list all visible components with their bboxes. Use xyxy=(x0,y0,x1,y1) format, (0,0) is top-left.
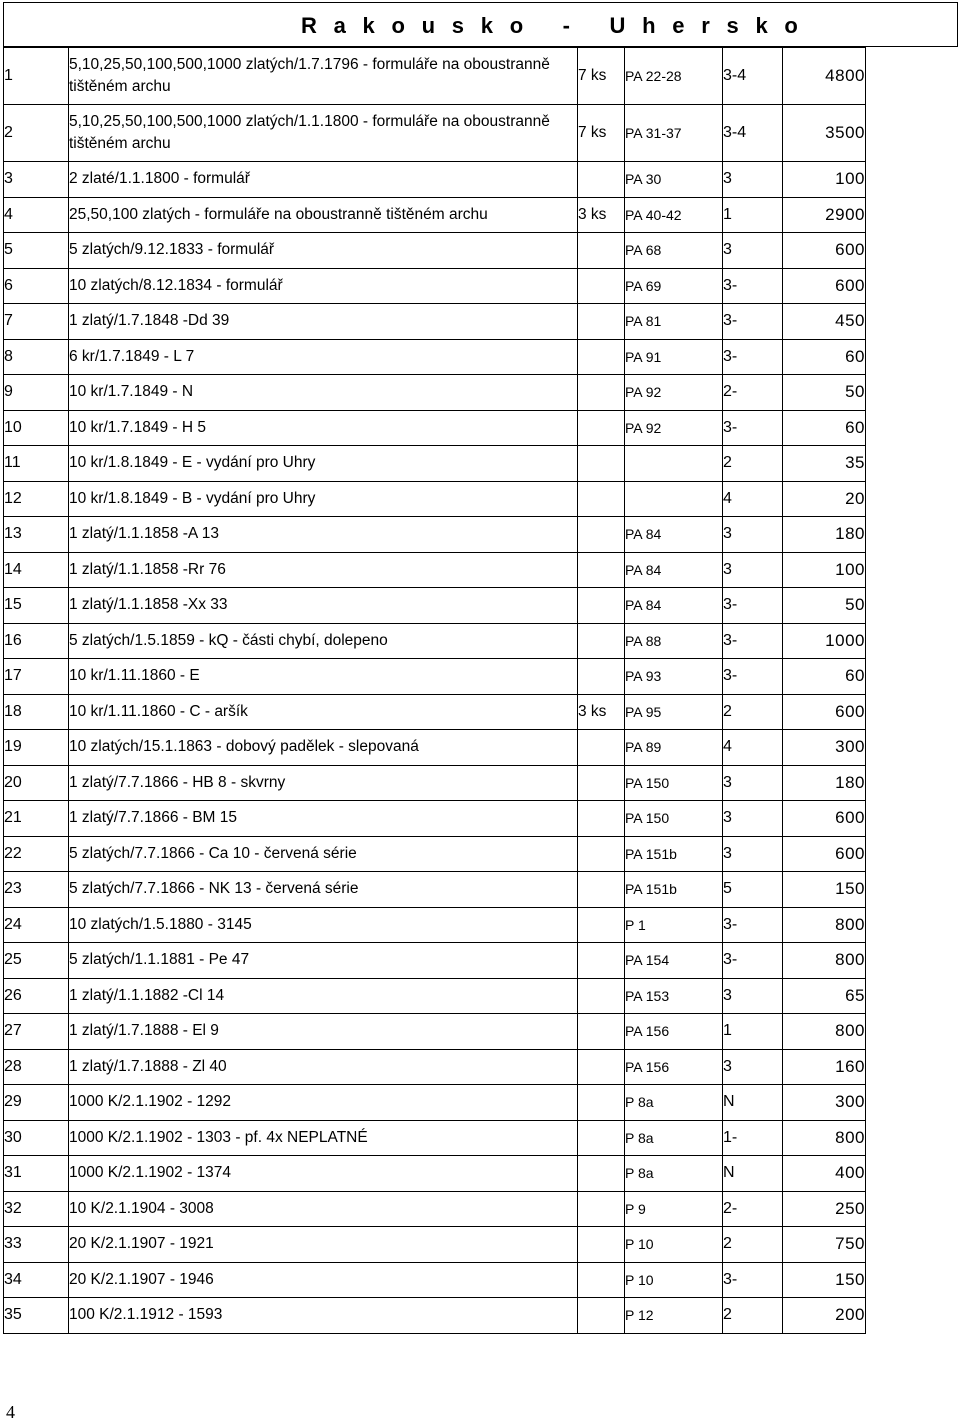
lot-number: 12 xyxy=(4,481,69,517)
lot-price: 250 xyxy=(783,1191,866,1227)
lot-description: 10 zlatých/15.1.1863 - dobový padělek - slepovaná xyxy=(69,730,578,766)
lot-quantity xyxy=(578,978,625,1014)
lot-number: 31 xyxy=(4,1156,69,1192)
lot-catalog-ref: PA 153 xyxy=(625,978,723,1014)
lot-price: 600 xyxy=(783,836,866,872)
lot-grade: 3- xyxy=(723,659,783,695)
lot-catalog-ref: P 8a xyxy=(625,1156,723,1192)
lot-description: 1000 K/2.1.1902 - 1374 xyxy=(69,1156,578,1192)
lot-grade: 3 xyxy=(723,836,783,872)
lot-description: 10 zlatých/1.5.1880 - 3145 xyxy=(69,907,578,943)
table-row xyxy=(4,588,866,624)
table-row xyxy=(4,268,866,304)
lot-price: 800 xyxy=(783,943,866,979)
table-row xyxy=(4,339,866,375)
lot-number: 7 xyxy=(4,304,69,340)
table-row xyxy=(4,410,866,446)
lot-grade: 4 xyxy=(723,481,783,517)
table-row xyxy=(4,1262,866,1298)
lot-catalog-ref: P 8a xyxy=(625,1085,723,1121)
lot-description: 1000 K/2.1.1902 - 1292 xyxy=(69,1085,578,1121)
lot-description: 1 zlatý/7.7.1866 - BM 15 xyxy=(69,801,578,837)
lot-price: 400 xyxy=(783,1156,866,1192)
lot-price: 60 xyxy=(783,659,866,695)
lot-catalog-ref: P 10 xyxy=(625,1227,723,1263)
table-row xyxy=(4,1014,866,1050)
lot-quantity xyxy=(578,446,625,482)
lot-quantity xyxy=(578,836,625,872)
table-row xyxy=(4,48,866,105)
lot-catalog-ref: PA 92 xyxy=(625,410,723,446)
lot-number: 15 xyxy=(4,588,69,624)
lot-quantity xyxy=(578,339,625,375)
lot-catalog-ref: PA 89 xyxy=(625,730,723,766)
lot-catalog-ref: PA 31-37 xyxy=(625,105,723,162)
lot-catalog-ref: PA 150 xyxy=(625,765,723,801)
lot-quantity xyxy=(578,1262,625,1298)
lot-quantity xyxy=(578,872,625,908)
lot-quantity xyxy=(578,304,625,340)
lot-price: 600 xyxy=(783,233,866,269)
lot-description: 5 zlatých/7.7.1866 - Ca 10 - červená série xyxy=(69,836,578,872)
lot-price: 60 xyxy=(783,410,866,446)
lot-price: 65 xyxy=(783,978,866,1014)
lot-number: 3 xyxy=(4,162,69,198)
lot-number: 24 xyxy=(4,907,69,943)
lot-quantity: 3 ks xyxy=(578,694,625,730)
lot-description: 5 zlatých/1.1.1881 - Pe 47 xyxy=(69,943,578,979)
lot-grade: 3 xyxy=(723,765,783,801)
lot-catalog-ref: PA 81 xyxy=(625,304,723,340)
table-row xyxy=(4,517,866,553)
lot-number: 10 xyxy=(4,410,69,446)
lot-number: 8 xyxy=(4,339,69,375)
table-row xyxy=(4,1049,866,1085)
lot-catalog-ref: PA 150 xyxy=(625,801,723,837)
lot-price: 20 xyxy=(783,481,866,517)
lot-grade: N xyxy=(723,1156,783,1192)
lot-number: 1 xyxy=(4,48,69,105)
table-row xyxy=(4,481,866,517)
lot-number: 30 xyxy=(4,1120,69,1156)
lot-grade: 2 xyxy=(723,694,783,730)
lot-number: 6 xyxy=(4,268,69,304)
lot-price: 300 xyxy=(783,1085,866,1121)
lot-number: 32 xyxy=(4,1191,69,1227)
lot-description: 5 zlatých/1.5.1859 - kQ - části chybí, dolepeno xyxy=(69,623,578,659)
lot-grade: 1- xyxy=(723,1120,783,1156)
lot-grade: 3- xyxy=(723,907,783,943)
lot-quantity xyxy=(578,481,625,517)
lot-number: 9 xyxy=(4,375,69,411)
table-row xyxy=(4,765,866,801)
lot-number: 4 xyxy=(4,197,69,233)
lot-description: 6 kr/1.7.1849 - L 7 xyxy=(69,339,578,375)
lot-grade: 3 xyxy=(723,978,783,1014)
lot-number: 5 xyxy=(4,233,69,269)
lot-quantity xyxy=(578,943,625,979)
lot-catalog-ref: P 10 xyxy=(625,1262,723,1298)
lot-grade: 3-4 xyxy=(723,48,783,105)
lot-quantity xyxy=(578,1049,625,1085)
lot-price: 600 xyxy=(783,694,866,730)
lot-catalog-ref: PA 84 xyxy=(625,517,723,553)
lot-quantity: 3 ks xyxy=(578,197,625,233)
lot-grade: 3 xyxy=(723,801,783,837)
lot-description: 1 zlatý/1.7.1888 - El 9 xyxy=(69,1014,578,1050)
lot-grade: 3 xyxy=(723,162,783,198)
lot-grade: 3- xyxy=(723,588,783,624)
lot-quantity xyxy=(578,1014,625,1050)
lot-grade: 3- xyxy=(723,623,783,659)
lot-description: 20 K/2.1.1907 - 1946 xyxy=(69,1262,578,1298)
lot-grade: 2- xyxy=(723,1191,783,1227)
lot-description: 25,50,100 zlatých - formuláře na oboustranně tištěném archu xyxy=(69,197,578,233)
lot-catalog-ref: PA 22-28 xyxy=(625,48,723,105)
lot-grade: 1 xyxy=(723,1014,783,1050)
lot-number: 23 xyxy=(4,872,69,908)
lot-quantity xyxy=(578,1156,625,1192)
title-box xyxy=(3,2,958,47)
table-row xyxy=(4,105,866,162)
lot-catalog-ref: PA 88 xyxy=(625,623,723,659)
lot-price: 150 xyxy=(783,872,866,908)
lot-grade: 3 xyxy=(723,1049,783,1085)
lot-description: 1 zlatý/1.1.1882 -Cl 14 xyxy=(69,978,578,1014)
lot-description: 5,10,25,50,100,500,1000 zlatých/1.1.1800 - formuláře na oboustranně tištěném archu xyxy=(69,105,578,162)
lot-number: 28 xyxy=(4,1049,69,1085)
lot-quantity xyxy=(578,623,625,659)
lot-quantity xyxy=(578,659,625,695)
table-row xyxy=(4,943,866,979)
lot-price: 3500 xyxy=(783,105,866,162)
lot-description: 10 kr/1.11.1860 - C - aršík xyxy=(69,694,578,730)
lot-quantity xyxy=(578,233,625,269)
lot-price: 4800 xyxy=(783,48,866,105)
lot-price: 2900 xyxy=(783,197,866,233)
lot-price: 160 xyxy=(783,1049,866,1085)
table-row xyxy=(4,872,866,908)
lot-quantity xyxy=(578,801,625,837)
lot-grade: 3- xyxy=(723,943,783,979)
lot-number: 20 xyxy=(4,765,69,801)
lot-description: 10 kr/1.7.1849 - H 5 xyxy=(69,410,578,446)
lot-catalog-ref xyxy=(625,481,723,517)
lot-quantity xyxy=(578,1298,625,1334)
table-row xyxy=(4,1120,866,1156)
lot-description: 1 zlatý/1.7.1848 -Dd 39 xyxy=(69,304,578,340)
lot-catalog-ref xyxy=(625,446,723,482)
lot-description: 10 kr/1.11.1860 - E xyxy=(69,659,578,695)
lot-number: 2 xyxy=(4,105,69,162)
lot-number: 16 xyxy=(4,623,69,659)
lot-catalog-ref: PA 30 xyxy=(625,162,723,198)
lot-grade: 3- xyxy=(723,1262,783,1298)
table-row xyxy=(4,197,866,233)
lot-grade: 3-4 xyxy=(723,105,783,162)
lot-catalog-ref: PA 156 xyxy=(625,1049,723,1085)
lot-number: 22 xyxy=(4,836,69,872)
lot-price: 50 xyxy=(783,588,866,624)
lot-description: 20 K/2.1.1907 - 1921 xyxy=(69,1227,578,1263)
lot-number: 35 xyxy=(4,1298,69,1334)
lot-catalog-ref: PA 95 xyxy=(625,694,723,730)
lot-catalog-ref: PA 91 xyxy=(625,339,723,375)
lot-catalog-ref: PA 156 xyxy=(625,1014,723,1050)
lot-quantity: 7 ks xyxy=(578,48,625,105)
table-row xyxy=(4,694,866,730)
lot-price: 300 xyxy=(783,730,866,766)
lot-quantity xyxy=(578,1085,625,1121)
lot-quantity: 7 ks xyxy=(578,105,625,162)
lot-quantity xyxy=(578,907,625,943)
lot-description: 10 K/2.1.1904 - 3008 xyxy=(69,1191,578,1227)
table-row xyxy=(4,907,866,943)
table-row xyxy=(4,233,866,269)
lot-catalog-ref: PA 84 xyxy=(625,588,723,624)
lot-grade: 3- xyxy=(723,339,783,375)
lot-grade: 2 xyxy=(723,446,783,482)
lot-number: 19 xyxy=(4,730,69,766)
table-row xyxy=(4,1298,866,1334)
page-title: R a k o u s k o - U h e r s k o xyxy=(301,13,804,38)
lot-description: 100 K/2.1.1912 - 1593 xyxy=(69,1298,578,1334)
table-row xyxy=(4,623,866,659)
lot-quantity xyxy=(578,375,625,411)
lot-price: 150 xyxy=(783,1262,866,1298)
lot-description: 1000 K/2.1.1902 - 1303 - pf. 4x NEPLATNÉ xyxy=(69,1120,578,1156)
table-row xyxy=(4,1085,866,1121)
table-row xyxy=(4,162,866,198)
page-number: 4 xyxy=(6,1402,15,1422)
lot-number: 14 xyxy=(4,552,69,588)
lot-number: 33 xyxy=(4,1227,69,1263)
lot-price: 450 xyxy=(783,304,866,340)
lot-quantity xyxy=(578,588,625,624)
lot-catalog-ref: P 8a xyxy=(625,1120,723,1156)
lot-grade: 4 xyxy=(723,730,783,766)
lot-catalog-ref: PA 154 xyxy=(625,943,723,979)
lot-description: 5,10,25,50,100,500,1000 zlatých/1.7.1796 - formuláře na oboustranně tištěném archu xyxy=(69,48,578,105)
lot-number: 29 xyxy=(4,1085,69,1121)
lot-price: 180 xyxy=(783,765,866,801)
lot-catalog-ref: PA 68 xyxy=(625,233,723,269)
lot-quantity xyxy=(578,1227,625,1263)
lot-quantity xyxy=(578,730,625,766)
lot-description: 10 kr/1.8.1849 - E - vydání pro Uhry xyxy=(69,446,578,482)
lot-quantity xyxy=(578,517,625,553)
lot-description: 2 zlaté/1.1.1800 - formulář xyxy=(69,162,578,198)
lot-grade: 3- xyxy=(723,268,783,304)
lot-catalog-ref: PA 151b xyxy=(625,872,723,908)
table-row xyxy=(4,1191,866,1227)
lot-description: 1 zlatý/1.1.1858 -Xx 33 xyxy=(69,588,578,624)
lot-quantity xyxy=(578,268,625,304)
lot-price: 200 xyxy=(783,1298,866,1334)
lot-description: 10 kr/1.8.1849 - B - vydání pro Uhry xyxy=(69,481,578,517)
lot-price: 800 xyxy=(783,1014,866,1050)
lot-catalog-ref: PA 69 xyxy=(625,268,723,304)
lot-description: 10 zlatých/8.12.1834 - formulář xyxy=(69,268,578,304)
lot-price: 35 xyxy=(783,446,866,482)
table-row xyxy=(4,836,866,872)
lot-number: 18 xyxy=(4,694,69,730)
lot-quantity xyxy=(578,162,625,198)
lot-quantity xyxy=(578,765,625,801)
lot-catalog-ref: PA 93 xyxy=(625,659,723,695)
lot-grade: 2 xyxy=(723,1298,783,1334)
lot-catalog-ref: P 9 xyxy=(625,1191,723,1227)
lot-catalog-ref: P 1 xyxy=(625,907,723,943)
table-row xyxy=(4,1227,866,1263)
table-row xyxy=(4,304,866,340)
lot-price: 750 xyxy=(783,1227,866,1263)
lot-description: 1 zlatý/1.1.1858 -A 13 xyxy=(69,517,578,553)
lot-quantity xyxy=(578,552,625,588)
lot-price: 50 xyxy=(783,375,866,411)
lot-grade: 3- xyxy=(723,410,783,446)
lot-grade: 3 xyxy=(723,552,783,588)
lot-grade: 5 xyxy=(723,872,783,908)
lot-grade: 2- xyxy=(723,375,783,411)
lots-table xyxy=(3,47,866,1334)
lot-quantity xyxy=(578,1120,625,1156)
lot-price: 800 xyxy=(783,1120,866,1156)
lot-grade: 3 xyxy=(723,233,783,269)
lots-table-body xyxy=(4,48,866,1334)
lot-price: 100 xyxy=(783,162,866,198)
lot-number: 11 xyxy=(4,446,69,482)
lot-catalog-ref: PA 84 xyxy=(625,552,723,588)
table-row xyxy=(4,659,866,695)
table-row xyxy=(4,978,866,1014)
lot-grade: 3- xyxy=(723,304,783,340)
lot-grade: N xyxy=(723,1085,783,1121)
lot-price: 60 xyxy=(783,339,866,375)
lot-description: 1 zlatý/7.7.1866 - HB 8 - skvrny xyxy=(69,765,578,801)
lot-number: 21 xyxy=(4,801,69,837)
lot-price: 1000 xyxy=(783,623,866,659)
lot-description: 1 zlatý/1.1.1858 -Rr 76 xyxy=(69,552,578,588)
lot-quantity xyxy=(578,1191,625,1227)
lot-description: 1 zlatý/1.7.1888 - Zl 40 xyxy=(69,1049,578,1085)
lot-price: 600 xyxy=(783,801,866,837)
lot-catalog-ref: PA 92 xyxy=(625,375,723,411)
lot-catalog-ref: PA 151b xyxy=(625,836,723,872)
table-row xyxy=(4,730,866,766)
lot-description: 5 zlatých/9.12.1833 - formulář xyxy=(69,233,578,269)
lot-number: 27 xyxy=(4,1014,69,1050)
lot-description: 10 kr/1.7.1849 - N xyxy=(69,375,578,411)
lot-number: 25 xyxy=(4,943,69,979)
lot-catalog-ref: P 12 xyxy=(625,1298,723,1334)
lot-price: 800 xyxy=(783,907,866,943)
table-row xyxy=(4,1156,866,1192)
lot-price: 600 xyxy=(783,268,866,304)
table-row xyxy=(4,375,866,411)
lot-grade: 3 xyxy=(723,517,783,553)
table-row xyxy=(4,446,866,482)
lot-number: 17 xyxy=(4,659,69,695)
lot-catalog-ref: PA 40-42 xyxy=(625,197,723,233)
lot-number: 34 xyxy=(4,1262,69,1298)
lot-number: 26 xyxy=(4,978,69,1014)
lot-quantity xyxy=(578,410,625,446)
lot-grade: 1 xyxy=(723,197,783,233)
lot-grade: 2 xyxy=(723,1227,783,1263)
lot-description: 5 zlatých/7.7.1866 - NK 13 - červená série xyxy=(69,872,578,908)
table-row xyxy=(4,552,866,588)
lot-price: 100 xyxy=(783,552,866,588)
lot-price: 180 xyxy=(783,517,866,553)
table-row xyxy=(4,801,866,837)
lot-number: 13 xyxy=(4,517,69,553)
